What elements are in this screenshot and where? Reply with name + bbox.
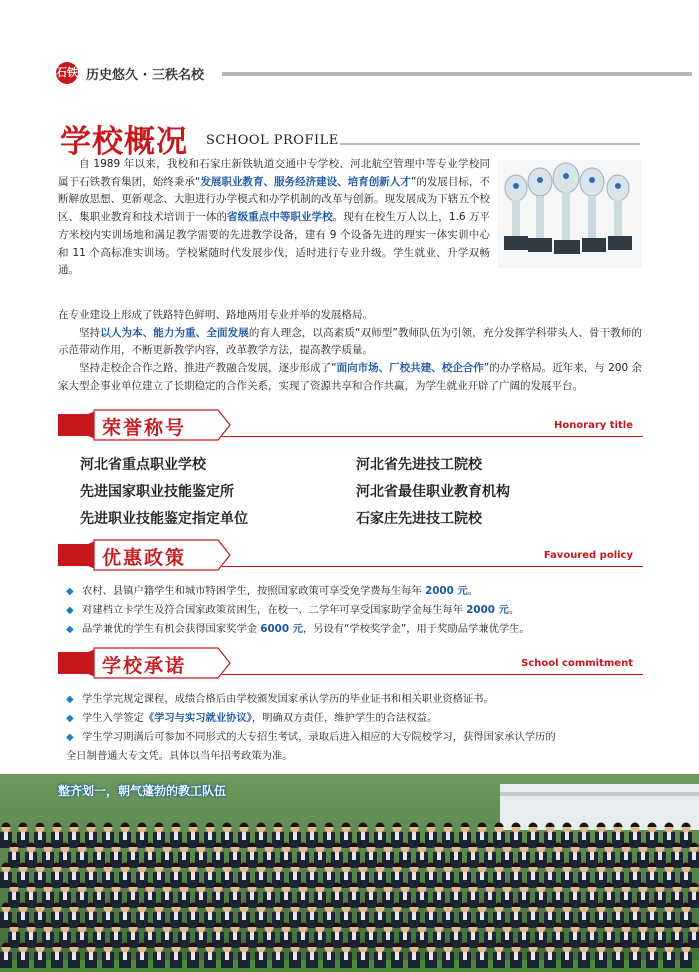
commitment-rule (222, 674, 643, 675)
policy-title-en: Favoured policy (543, 550, 633, 561)
honor-item: 先进职业技能鉴定指定单位 (80, 511, 248, 527)
intro-paragraph-2: 坚持以人为本、能力为重、全面发展的育人理念，以高素质“双师型”教师队伍为引领，充分发挥学科带头人、骨干教师的示范带动作用，不断更新教学内容，改革教学方法，提高教学质量。 (58, 326, 643, 357)
intro-text-full (58, 307, 642, 396)
honor-item: 河北省重点职业学校 (80, 457, 206, 473)
intro-paragraph-1-end: 在专业建设上形成了铁路特色鲜明、路地两用专业并举的发展格局。 (58, 309, 373, 321)
intro-text (58, 156, 490, 280)
page-title-en: SCHOOL PROFILE (206, 133, 339, 148)
page-header (0, 52, 699, 96)
honor-item: 河北省最佳职业教育机构 (356, 484, 510, 500)
honors-rule (222, 436, 643, 437)
honor-item: 先进国家职业技能鉴定所 (80, 484, 234, 500)
section-policy (58, 538, 643, 648)
policy-item: ◆ 对建档立卡学生及符合国家政策贫困生，在校一、二学年可享受国家助学金每生每年 2000 元。 (66, 601, 650, 620)
group-photo-image (0, 774, 699, 972)
honors-title-en: Honorary title (553, 420, 633, 431)
commitment-item: ◆ 学生学完规定课程，成绩合格后由学校颁发国家承认学历的毕业证书和相关职业资格证书。 (66, 690, 650, 709)
honor-item: 河北省先进技工院校 (356, 457, 482, 473)
commitment-title: 学校承诺 (102, 655, 187, 677)
header-rule (222, 72, 692, 76)
policy-list (66, 582, 650, 639)
commitment-item: ◆ 学生学习期满后可参加不同形式的大专招生考试，录取后进入相应的大专院校学习，获得国家承认学历的 (66, 728, 650, 747)
honors-title: 荣誉称号 (102, 417, 187, 439)
policy-title: 优惠政策 (102, 547, 187, 569)
commitment-item: ◆ 学生入学签定《学习与实习就业协议》，明确双方责任，维护学生的合法权益。 (66, 709, 650, 728)
title-rule (340, 143, 640, 145)
policy-item: ◆ 品学兼优的学生有机会获得国家奖学金 6000 元，另设有“学校奖学金”，用于奖励品学兼优学生。 (66, 620, 650, 639)
section-commitment (58, 646, 643, 772)
commitment-title-en: School commitment (521, 658, 633, 669)
honor-item: 石家庄先进技工院校 (356, 511, 482, 527)
intro-paragraph-3: 坚持走校企合作之路、推进产教融合发展，逐步形成了“面向市场、厂校共建、校企合作”的办学格局。近年来，与 200 余家大型企事业单位建立了长期稳定的合作关系，实现了资源共享和合作共赢，为学生就业开辟了广阔的发展平台。 (58, 362, 643, 392)
commitment-item-continued: 全日制普通大专文凭。具体以当年招考政策为准。 (66, 750, 293, 762)
section-honors (58, 408, 643, 538)
intro-paragraph-1: 自 1989 年以来，我校和石家庄新铁轨道交通中专学校、河北航空管理中等专业学校同属于石铁教育集团，始终秉承“发展职业教育、服务经济建设、培育创新人才”的发展目标，不断解放思想、更新观念、大胆进行办学模式和办学机制的改革与创新。现发展成为下辖五个校区、集职业教育和技术培训于一体的省级重点中等职业学校。现有在校生万人以上，1.6 万平方米校内实训场地和满足教学需要的先进教学设备，建有 9 个设备先进的理实一体实训中心和 11 个高标准实训场。学校紧随时代发展步伐，适时进行专业升级。学生就业、升学双畅通。 (58, 158, 491, 277)
staff-group-photo (0, 774, 699, 972)
commitment-list (66, 690, 650, 766)
policy-item: ◆ 农村、县镇户籍学生和城市特困学生，按照国家政策可享受免学费每生每年 2000 元。 (66, 582, 650, 601)
school-logo: 石铁 (56, 62, 78, 84)
trophies-image (498, 160, 642, 268)
policy-rule (222, 566, 643, 567)
page-title: 学校概况 (60, 124, 188, 160)
header-slogan: 历史悠久 · 三秩名校 (86, 68, 204, 83)
photo-caption: 整齐划一，朝气蓬勃的教工队伍 (58, 784, 227, 798)
top-margin (0, 0, 699, 52)
